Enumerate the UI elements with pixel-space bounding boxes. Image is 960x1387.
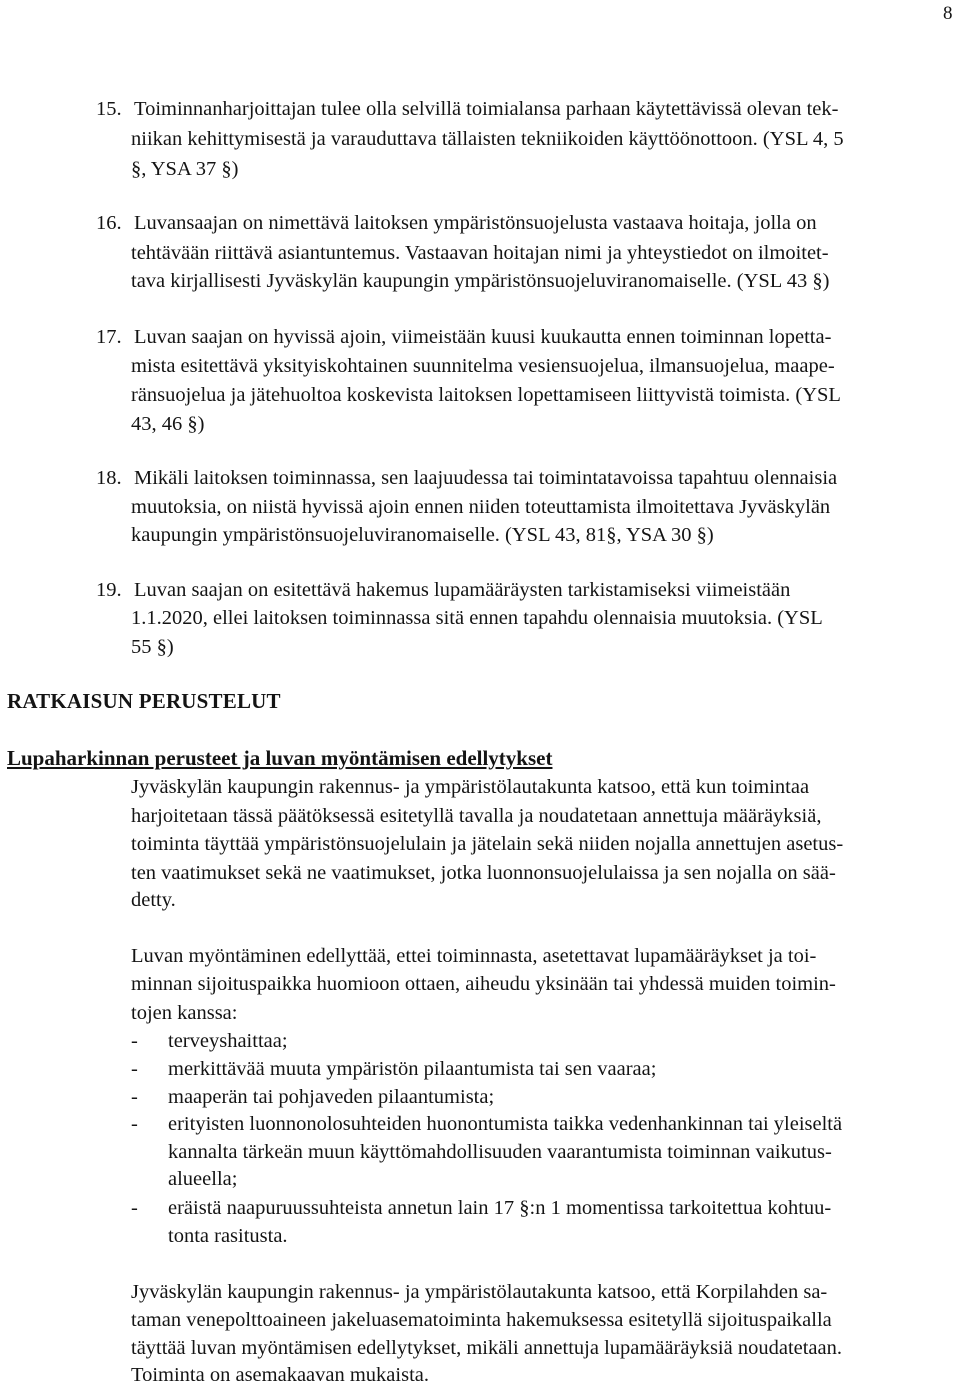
list-item-text: merkittävää muuta ympäristön pilaantumista tai sen vaaraa; xyxy=(168,1058,657,1080)
subsection-heading: Lupaharkinnan perusteet ja luvan myöntämisen edellytykset xyxy=(7,746,553,770)
list-item-text: alueella; xyxy=(168,1168,238,1190)
item-text-line: 1.1.2020, ellei laitoksen toiminnassa sitä ennen tapahdu olennaisia muutoksia. (YSL xyxy=(131,607,823,629)
paragraph-line: Luvan myöntäminen edellyttää, ettei toiminnasta, asetettavat lupamääräykset ja toi- xyxy=(131,945,817,967)
list-item-text: terveyshaittaa; xyxy=(168,1030,288,1052)
list-dash: - xyxy=(131,1197,138,1219)
paragraph-line: detty. xyxy=(131,889,176,911)
item-text-line: Luvansaajan on nimettävä laitoksen ympäristönsuojelusta vastaava hoitaja, jolla on xyxy=(134,212,817,234)
page-number: 8 xyxy=(943,3,953,24)
item-text-line: tava kirjallisesti Jyväskylän kaupungin ympäristönsuojeluviranomaiselle. (YSL 43 §) xyxy=(131,270,830,292)
item-number: 17. xyxy=(96,326,122,348)
item-text-line: Luvan saajan on esitettävä hakemus lupamääräysten tarkistamiseksi viimeistään xyxy=(134,579,791,601)
paragraph-line: Jyväskylän kaupungin rakennus- ja ympäristölautakunta katsoo, että Korpilahden sa- xyxy=(131,1281,828,1303)
paragraph-line: taman venepolttoaineen jakeluasematoiminta hakemuksessa esitetyllä sijoituspaikalla xyxy=(131,1309,832,1331)
item-number: 18. xyxy=(96,467,122,489)
paragraph-line: minnan sijoituspaikka huomioon ottaen, aiheudu yksinään tai yhdessä muiden toimin- xyxy=(131,973,836,995)
paragraph-line: ten vaatimukset sekä ne vaatimukset, jotka luonnonsuojelulaissa ja sen nojalla on sää- xyxy=(131,862,836,884)
list-dash: - xyxy=(131,1030,138,1052)
list-dash: - xyxy=(131,1113,138,1135)
item-text-line: 43, 46 §) xyxy=(131,413,205,435)
list-item-text: erityisten luonnonolosuhteiden huonontumista taikka vedenhankinnan tai yleiseltä xyxy=(168,1113,843,1135)
list-item-text: maaperän tai pohjaveden pilaantumista; xyxy=(168,1086,495,1108)
list-dash: - xyxy=(131,1058,138,1080)
paragraph-line: tojen kanssa: xyxy=(131,1002,238,1024)
item-text-line: Toiminnanharjoittajan tulee olla selvillä toimialansa parhaan käytettävissä olevan tek- xyxy=(134,98,839,120)
list-item-text: eräistä naapuruussuhteista annetun lain 17 §:n 1 momentissa tarkoitettua kohtuu- xyxy=(168,1197,832,1219)
item-text-line: ränsuojelua ja jätehuoltoa koskevista laitoksen lopettamiseen liittyvistä toimista. (YSL xyxy=(131,384,841,406)
paragraph-line: Toiminta on asemakaavan mukaista. xyxy=(131,1364,430,1386)
paragraph-line: toiminta täyttää ympäristönsuojelulain ja jätelain sekä niiden nojalla annettujen asetus- xyxy=(131,833,844,855)
paragraph-line: täyttää luvan myöntämisen edellytykset, mikäli annettuja lupamääräyksiä noudatetaan. xyxy=(131,1337,843,1359)
item-text-line: Mikäli laitoksen toiminnassa, sen laajuudessa tai toimintatavoissa tapahtuu olennaisia xyxy=(134,467,838,489)
paragraph-line: Jyväskylän kaupungin rakennus- ja ympäristölautakunta katsoo, että kun toimintaa xyxy=(131,776,810,798)
item-text-line: niikan kehittymisestä ja varauduttava tällaisten tekniikoiden käyttöönottoon. (YSL 4, 5 xyxy=(131,128,844,150)
item-text-line: Luvan saajan on hyvissä ajoin, viimeistään kuusi kuukautta ennen toiminnan lopetta- xyxy=(134,326,832,348)
list-item-text: kannalta tärkeän muun käyttömahdollisuuden vaarantumista toiminnan vaikutus- xyxy=(168,1141,832,1163)
list-dash: - xyxy=(131,1086,138,1108)
list-item-text: tonta rasitusta. xyxy=(168,1225,288,1247)
item-number: 15. xyxy=(96,98,122,120)
item-text-line: tehtävään riittävä asiantuntemus. Vastaavan hoitajan nimi ja yhteystiedot on ilmoitet- xyxy=(131,242,829,264)
item-text-line: muutoksia, on niistä hyvissä ajoin ennen niiden toteuttamista ilmoitettava Jyväskylän xyxy=(131,496,831,518)
item-text-line: mista esitettävä yksityiskohtainen suunnitelma vesiensuojelua, ilmansuojelua, maape- xyxy=(131,355,835,377)
item-text-line: kaupungin ympäristönsuojeluviranomaiselle. (YSL 43, 81§, YSA 30 §) xyxy=(131,524,714,546)
item-number: 19. xyxy=(96,579,122,601)
section-heading: RATKAISUN PERUSTELUT xyxy=(7,689,281,713)
item-text-line: 55 §) xyxy=(131,636,174,658)
item-text-line: §, YSA 37 §) xyxy=(131,158,239,180)
item-number: 16. xyxy=(96,212,122,234)
paragraph-line: harjoitetaan tässä päätöksessä esitetyllä tavalla ja noudatetaan annettuja määräyksiä, xyxy=(131,805,822,827)
